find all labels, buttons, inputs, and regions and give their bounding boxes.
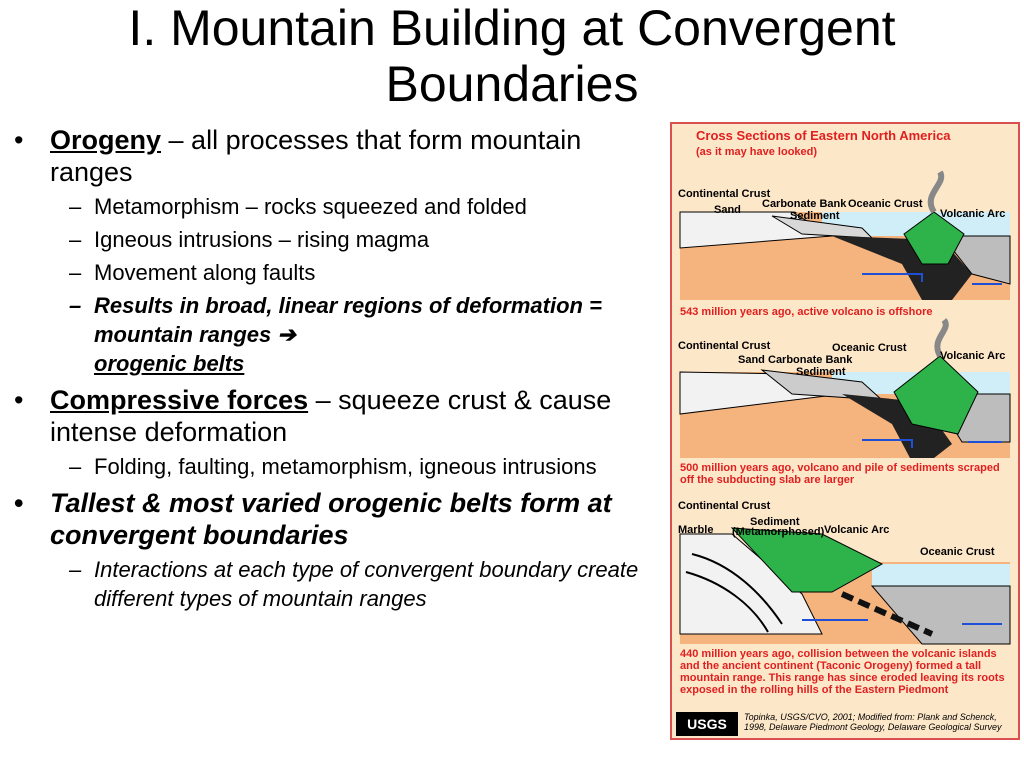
sub-bullet: – Folding, faulting, metamorphism, igneous intrusions <box>69 454 597 479</box>
caption-500-ma: 500 million years ago, volcano and pile of sediments scraped off the subducting slab are larger <box>680 462 1000 486</box>
ocean-water <box>872 564 1010 586</box>
sub-bullet-text: Movement along faults <box>94 260 316 285</box>
label: Sand <box>714 204 741 216</box>
label: Sediment <box>796 366 846 378</box>
bullet-compressive-forces <box>14 384 664 448</box>
label: Sediment <box>790 210 840 222</box>
bullet-dot: • <box>14 125 24 155</box>
tallest-belts-text: Tallest & most varied orogenic belts form at convergent boundaries <box>50 488 612 550</box>
volcano-plume <box>931 172 942 212</box>
bullet-list <box>14 124 664 617</box>
bullet-tallest-belts <box>14 487 664 551</box>
sub-bullet-text: Igneous intrusions – rising magma <box>94 227 430 252</box>
label: Sediment <box>750 516 800 528</box>
title-line-1: I. Mountain Building at Convergent <box>128 0 896 56</box>
label: Continental Crust <box>678 188 771 200</box>
figure-credit: Topinka, USGS/CVO, 2001; Modified from: Plank and Schenck, 1998, Delaware Piedmont Geology, Delaware Geological Survey <box>744 712 1002 732</box>
label: Carbonate Bank <box>768 354 853 366</box>
sub-bullet: – Movement along faults <box>69 260 316 285</box>
label: Marble <box>678 524 714 536</box>
sub-bullet-text: Interactions at each type of convergent boundary create different types of mountain ranges <box>94 557 639 611</box>
figure-title: Cross Sections of Eastern North America <box>696 128 951 143</box>
title-line-2: Boundaries <box>385 56 639 112</box>
label: Sand <box>738 354 765 366</box>
figure-subtitle: (as it may have looked) <box>696 146 818 158</box>
label: Carbonate Bank <box>762 198 847 210</box>
term-orogeny: Orogeny <box>50 125 162 155</box>
label: Oceanic Crust <box>832 342 907 354</box>
label: (Metamorphosed) <box>732 526 825 538</box>
label: Oceanic Crust <box>920 546 995 558</box>
sub-bullet-text: Results in broad, linear regions of deformation = mountain ranges <box>94 293 602 347</box>
slide-title <box>0 0 1024 112</box>
sub-bullet-text: Metamorphism – rocks squeezed and folded <box>94 194 527 219</box>
cross-section-figure <box>670 122 1020 740</box>
bullet-dot: • <box>14 385 24 415</box>
sub-bullet-text: Folding, faulting, metamorphism, igneous intrusions <box>94 454 597 479</box>
sub-bullet-orogenic-belts: – Results in broad, linear regions of deformation = mountain ranges ➔ orogenic belts <box>69 293 602 376</box>
sub-bullet: – Interactions at each type of convergent boundary create different types of mountain ranges <box>69 557 639 611</box>
sub-bullet: – Metamorphism – rocks squeezed and folded <box>69 194 527 219</box>
label: Oceanic Crust <box>848 198 923 210</box>
bullet-orogeny <box>14 124 664 188</box>
term-orogenic-belts: orogenic belts <box>94 351 245 376</box>
label: Continental Crust <box>678 500 771 512</box>
arrow-icon: ➔ <box>277 322 296 347</box>
label: Volcanic Arc <box>940 208 1006 220</box>
compressive-definition: – squeeze crust & cause intense deformation <box>50 385 612 447</box>
bullet-dot: • <box>14 488 24 518</box>
label: Volcanic Arc <box>824 524 890 536</box>
caption-440-ma: 440 million years ago, collision between the volcanic islands and the ancient continent (Taconic Orogeny) formed a tall mountain range. This range has since eroded leaving its roots exposed in the rolling hills of the Eastern Piedmont <box>680 648 1005 696</box>
sub-bullet: – Igneous intrusions – rising magma <box>69 227 430 252</box>
term-compressive-forces: Compressive forces <box>50 385 309 415</box>
label: Continental Crust <box>678 340 771 352</box>
label: Volcanic Arc <box>940 350 1006 362</box>
usgs-logo: USGS <box>676 712 738 736</box>
caption-543-ma: 543 million years ago, active volcano is offshore <box>680 306 933 318</box>
orogeny-definition: – all processes that form mountain ranges <box>50 125 582 187</box>
